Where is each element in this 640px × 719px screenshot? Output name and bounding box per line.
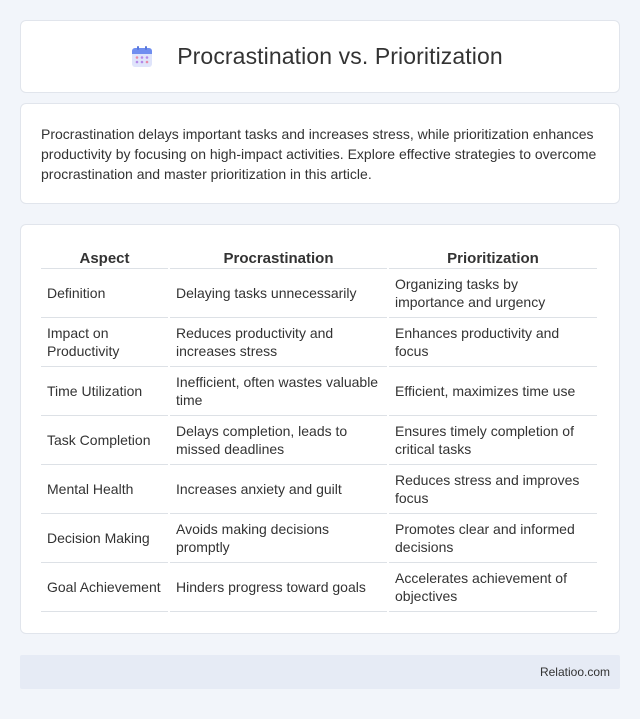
table-row <box>41 563 597 612</box>
procrastination-cell: Avoids making decisions promptly <box>170 514 387 563</box>
table-row <box>41 367 597 416</box>
prioritization-cell: Ensures timely completion of critical tasks <box>389 416 597 465</box>
procrastination-cell: Hinders progress toward goals <box>170 563 387 612</box>
calendar-icon <box>131 46 153 68</box>
table-row <box>41 416 597 465</box>
prioritization-cell: Accelerates achievement of objectives <box>389 563 597 612</box>
intro-text: Procrastination delays important tasks and increases stress, while prioritization enhances productivity by focusing on high-impact activities. Explore effective strategies to overcome procrastination and master prioritization in this article. <box>41 126 597 182</box>
table-row <box>41 514 597 563</box>
procrastination-cell: Inefficient, often wastes valuable time <box>170 367 387 416</box>
intro-card <box>20 103 620 204</box>
prioritization-cell: Reduces stress and improves focus <box>389 465 597 514</box>
prioritization-cell: Enhances productivity and focus <box>389 318 597 367</box>
procrastination-cell: Delaying tasks unnecessarily <box>170 269 387 318</box>
procrastination-cell: Delays completion, leads to missed deadlines <box>170 416 387 465</box>
table-row <box>41 318 597 367</box>
prioritization-cell: Promotes clear and informed decisions <box>389 514 597 563</box>
header-prioritization: Prioritization <box>389 245 597 269</box>
aspect-cell: Time Utilization <box>41 367 168 416</box>
procrastination-cell: Increases anxiety and guilt <box>170 465 387 514</box>
table-row <box>41 465 597 514</box>
aspect-cell: Mental Health <box>41 465 168 514</box>
aspect-cell: Goal Achievement <box>41 563 168 612</box>
header-procrastination: Procrastination <box>170 245 387 269</box>
aspect-cell: Task Completion <box>41 416 168 465</box>
header-aspect: Aspect <box>41 245 168 269</box>
prioritization-cell: Efficient, maximizes time use <box>389 367 597 416</box>
title-card <box>20 20 620 93</box>
footer-brand: Relatioo.com <box>539 665 610 679</box>
table-header-row <box>41 245 597 269</box>
aspect-cell: Definition <box>41 269 168 318</box>
page-title: Procrastination vs. Prioritization <box>177 43 503 69</box>
aspect-cell: Decision Making <box>41 514 168 563</box>
prioritization-cell: Organizing tasks by importance and urgency <box>389 269 597 318</box>
comparison-table <box>39 245 599 612</box>
table-row <box>41 269 597 318</box>
comparison-table-card <box>20 224 620 634</box>
procrastination-cell: Reduces productivity and increases stress <box>170 318 387 367</box>
aspect-cell: Impact on Productivity <box>41 318 168 367</box>
footer <box>20 655 620 689</box>
